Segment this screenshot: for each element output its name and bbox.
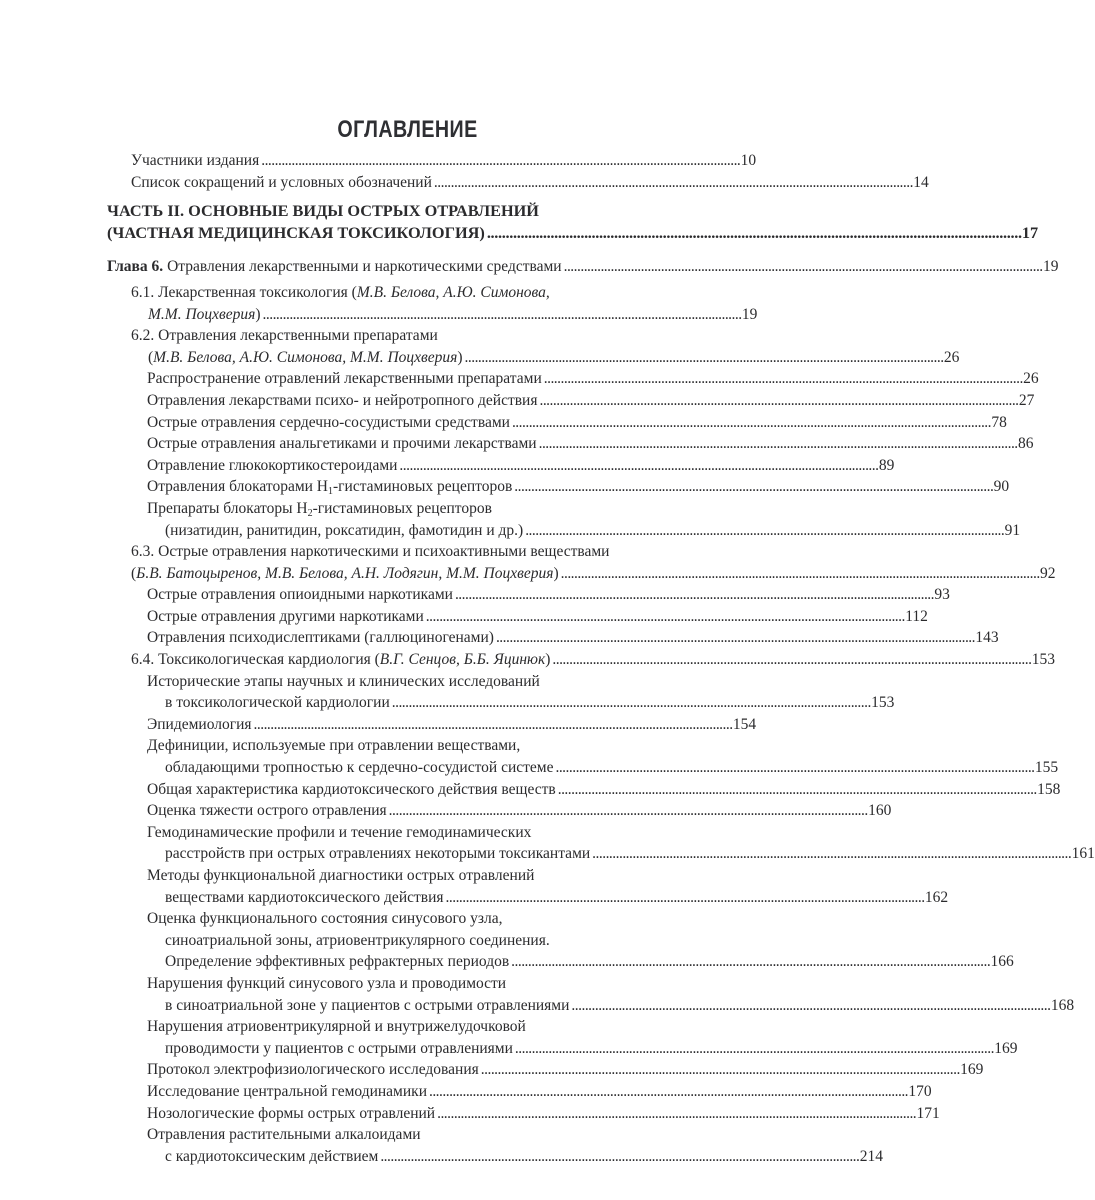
page-number: 26: [943, 348, 960, 366]
toc-entry[interactable]: [107, 498, 1021, 541]
toc-entry[interactable]: [107, 714, 757, 736]
page-number: 214: [859, 1147, 883, 1165]
dot-leader: [389, 800, 866, 822]
section-6-3[interactable]: [107, 541, 1056, 584]
dot-leader: [515, 1038, 992, 1060]
dot-leader: [512, 412, 989, 434]
part-title-line: (ЧАСТНАЯ МЕДИЦИНСКАЯ ТОКСИКОЛОГИЯ): [107, 222, 485, 242]
toc-entry[interactable]: [107, 779, 1061, 801]
dot-leader: [487, 222, 1020, 244]
toc-entry[interactable]: [107, 476, 1010, 498]
paren: ): [457, 348, 463, 366]
subscript: 2: [307, 507, 313, 519]
page-number: 14: [913, 173, 929, 191]
section-6-2[interactable]: [107, 325, 960, 368]
page-number: 154: [732, 715, 757, 733]
entry-text: Отравления блокаторами H: [147, 478, 328, 496]
page-number: 158: [1037, 780, 1061, 798]
page-number: 90: [993, 478, 1010, 496]
section-authors: М.М. Поцхверия: [148, 305, 256, 323]
dot-leader: [455, 584, 932, 606]
toc-entry[interactable]: [107, 1059, 984, 1081]
entry-text: Отравление глюкокортикостероидами: [147, 456, 398, 474]
section-title: 6.1. Лекарственная токсикология (: [131, 283, 357, 301]
toc-entry[interactable]: [107, 172, 929, 194]
toc-entry[interactable]: [107, 822, 1095, 865]
page-number: 143: [975, 629, 999, 647]
toc-entry[interactable]: [107, 627, 999, 649]
entry-text: Участники издания: [131, 152, 260, 169]
dot-leader: [481, 1059, 958, 1081]
entry-text: Отравления растительными алкалоидами: [147, 1126, 421, 1144]
section-6-1[interactable]: [107, 282, 758, 325]
page-number: 92: [1040, 564, 1056, 582]
section-authors: М.В. Белова, А.Ю. Симонова, М.М. Поцхверия: [153, 348, 458, 366]
paren: ): [545, 651, 551, 669]
entry-text: Методы функциональной диагностики острых отравлений: [147, 867, 535, 884]
dot-leader: [426, 606, 903, 628]
toc-entry[interactable]: [107, 973, 1075, 1016]
dot-leader: [496, 627, 973, 649]
dot-leader: [380, 1146, 857, 1168]
dot-leader: [552, 649, 1029, 671]
entry-text: Нарушения функций синусового узла и проводимости: [147, 974, 507, 992]
dot-leader: [561, 563, 1038, 585]
entry-text: Список сокращений и условных обозначений: [131, 173, 432, 191]
section-6-4[interactable]: [107, 649, 1056, 671]
entry-text: Отравления психодислептиками (галлюциногенами): [147, 629, 494, 647]
entry-text: расстройств при острых отравлениях некоторыми токсикантами: [165, 845, 591, 863]
entry-text: Общая характеристика кардиотоксического действия веществ: [147, 780, 556, 798]
entry-text: Определение эффективных рефрактерных периодов: [165, 953, 510, 971]
page-number: 171: [916, 1104, 940, 1122]
page-number: 168: [1050, 996, 1075, 1014]
toc-entry[interactable]: [107, 1016, 1018, 1059]
dot-leader: [392, 692, 869, 714]
page-number: 169: [960, 1061, 984, 1079]
toc-entry[interactable]: [107, 584, 950, 606]
table-of-contents: [107, 150, 1095, 1167]
paren: ): [553, 564, 559, 582]
dot-leader: [539, 433, 1016, 455]
toc-entry[interactable]: [107, 455, 895, 477]
entry-text: с кардиотоксическим действием: [165, 1147, 379, 1165]
page-number: 26: [1023, 370, 1039, 388]
entry-text: -гистаминовых рецепторов: [333, 478, 513, 496]
part-title-line: ЧАСТЬ II. ОСНОВНЫЕ ВИДЫ ОСТРЫХ ОТРАВЛЕНИЙ: [107, 201, 539, 221]
page-number: 161: [1071, 845, 1095, 863]
section-authors: Б.В. Батоцыренов, М.В. Белова, А.Н. Лодягин, М.М. Поцхверия: [136, 564, 554, 582]
entry-text: Отравления лекарствами психо- и нейротропного действия: [147, 391, 538, 409]
entry-text: (низатидин, ранитидин, роксатидин, фамотидин и др.): [165, 521, 524, 539]
section-title: 6.2. Отравления лекарственными препаратами: [131, 327, 438, 345]
chapter-title: Отравления лекарственными и наркотическими средствами: [163, 258, 562, 276]
entry-text: Острые отравления опиоидными наркотиками: [147, 586, 453, 604]
entry-text: Гемодинамические профили и течение гемодинамических: [147, 823, 532, 841]
page-number: 169: [994, 1039, 1018, 1057]
dot-leader: [263, 304, 740, 326]
dot-leader: [434, 172, 911, 194]
entry-text: Оценка функционального состояния синусового узла,: [147, 910, 503, 928]
entry-text: Распространение отравлений лекарственными препаратами: [147, 370, 542, 388]
entry-text: проводимости у пациентов с острыми отравлениями: [165, 1039, 513, 1057]
dot-leader: [254, 714, 731, 736]
entry-text: Дефиниции, используемые при отравлении веществами,: [147, 737, 521, 755]
entry-text: Острые отравления другими наркотиками: [147, 607, 424, 625]
entry-text: Нозологические формы острых отравлений: [147, 1104, 436, 1122]
dot-leader: [399, 455, 876, 477]
entry-text: Оценка тяжести острого отравления: [147, 802, 387, 820]
page-number: 162: [924, 888, 949, 906]
page-number: 27: [1018, 391, 1035, 409]
dot-leader: [446, 887, 923, 909]
section-authors: М.В. Белова, А.Ю. Симонова,: [356, 283, 550, 301]
entry-text: Препараты блокаторы H: [147, 499, 308, 517]
subscript: 1: [328, 486, 333, 498]
entry-text: -гистаминовых рецепторов: [312, 499, 492, 517]
dot-leader: [592, 843, 1069, 865]
paren: ): [255, 305, 261, 323]
dot-leader: [511, 951, 988, 973]
entry-text: Острые отравления сердечно-сосудистыми средствами: [147, 413, 510, 431]
section-authors: В.Г. Сенцов, Б.Б. Яцинюк: [379, 651, 546, 669]
page-number: 170: [908, 1082, 932, 1100]
dot-leader: [514, 476, 991, 498]
page-number: 86: [1017, 435, 1034, 453]
page-number: 19: [741, 305, 758, 323]
dot-leader: [261, 150, 738, 172]
page-number: 112: [905, 607, 928, 625]
page-number: 17: [1021, 222, 1039, 242]
dot-leader: [555, 757, 1032, 779]
dot-leader: [429, 1081, 906, 1103]
page-number: 153: [871, 694, 895, 712]
page-number: 78: [991, 413, 1007, 431]
chapter-heading[interactable]: [107, 256, 1059, 278]
entry-text: обладающими тропностью к сердечно-сосудистой системе: [165, 759, 554, 777]
dot-leader: [465, 347, 942, 369]
dot-leader: [437, 1103, 914, 1125]
toc-entry[interactable]: [107, 1103, 940, 1125]
entry-text: Острые отравления анальгетиками и прочими лекарствами: [147, 435, 537, 453]
toc-entry[interactable]: [107, 390, 1035, 412]
dot-leader: [539, 390, 1016, 412]
section-title: 6.3. Острые отравления наркотическими и психоактивными веществами: [131, 543, 610, 561]
page-number: 19: [1042, 258, 1059, 276]
dot-leader: [544, 368, 1021, 390]
entry-text: Исторические этапы научных и клинических исследований: [147, 672, 540, 690]
toc-entry[interactable]: [107, 671, 895, 714]
part-heading[interactable]: [107, 200, 1039, 243]
entry-text: Исследование центральной гемодинамики: [147, 1082, 427, 1100]
page-number: 10: [740, 152, 757, 169]
dot-leader: [564, 256, 1041, 278]
page-number: 93: [934, 586, 950, 604]
entry-text: синоатриальной зоны, атриовентрикулярного соединения.: [165, 931, 550, 949]
page-number: 160: [868, 802, 892, 820]
entry-text: Эпидемиология: [147, 715, 252, 733]
toc-entry[interactable]: [107, 800, 892, 822]
page-title: ОГЛАВЛЕНИЕ: [337, 116, 478, 143]
page-number: 89: [878, 456, 895, 474]
section-title: 6.4. Токсикологическая кардиология (: [131, 651, 380, 669]
toc-entry[interactable]: [107, 735, 1059, 778]
page-number: 166: [990, 953, 1014, 971]
dot-leader: [571, 995, 1048, 1017]
toc-entry[interactable]: [107, 412, 1007, 434]
entry-text: Нарушения атриовентрикулярной и внутрижелудочковой: [147, 1018, 526, 1036]
dot-leader: [525, 520, 1002, 542]
entry-text: веществами кардиотоксического действия: [165, 888, 444, 906]
toc-entry[interactable]: [107, 865, 949, 908]
toc-entry[interactable]: [107, 1081, 932, 1103]
entry-text: в синоатриальной зоне у пациентов с острыми отравлениями: [165, 996, 570, 1014]
toc-entry[interactable]: [107, 1124, 883, 1167]
dot-leader: [558, 779, 1035, 801]
toc-entry[interactable]: [107, 908, 1014, 973]
toc-entry[interactable]: [107, 433, 1034, 455]
paren: (: [131, 564, 137, 582]
page-number: 153: [1031, 651, 1056, 669]
toc-entry[interactable]: [107, 150, 757, 172]
entry-text: в токсикологической кардиологии: [165, 694, 390, 712]
page-number: 155: [1034, 759, 1059, 777]
toc-entry[interactable]: [107, 606, 928, 628]
paren: (: [148, 348, 154, 366]
entry-text: Протокол электрофизиологического исследования: [147, 1061, 479, 1079]
toc-entry[interactable]: [107, 368, 1039, 390]
chapter-label: Глава 6.: [107, 258, 164, 276]
page-number: 91: [1004, 521, 1021, 539]
